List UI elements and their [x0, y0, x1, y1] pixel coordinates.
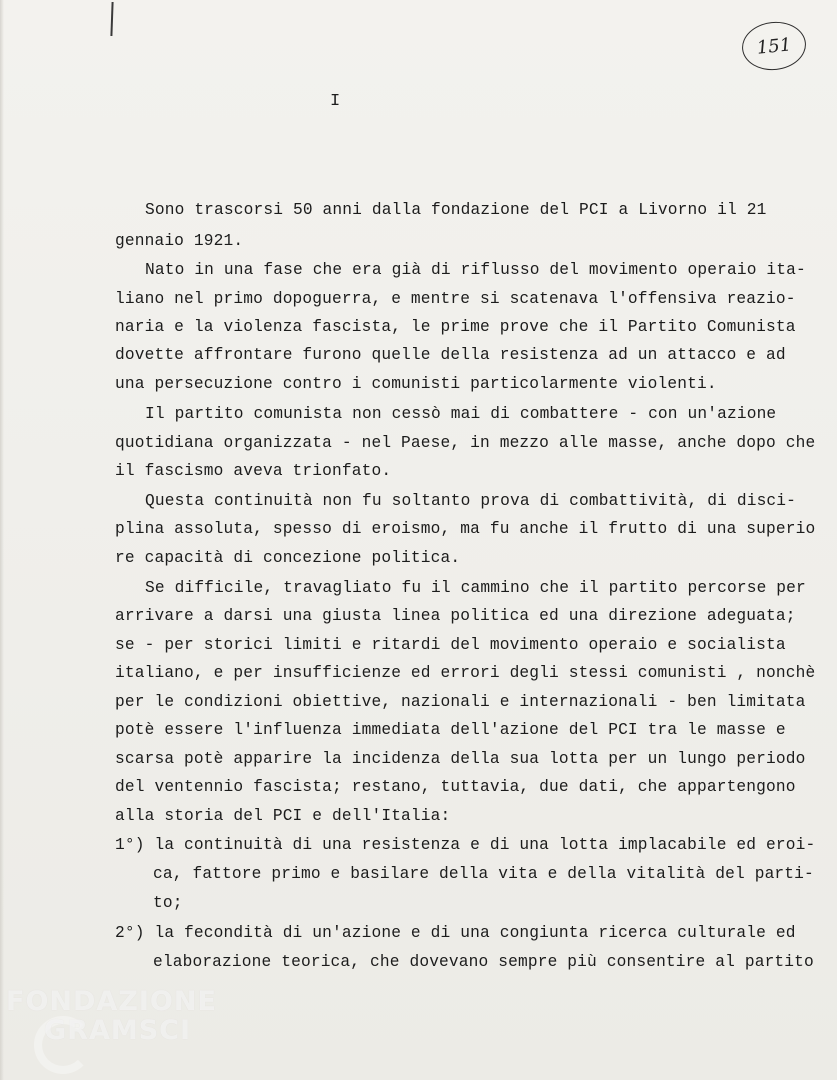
text-line: arrivare a darsi una giusta linea politica ed una direzione adeguata;: [115, 607, 796, 625]
folio-number-circled: [740, 19, 809, 73]
watermark-logo: [6, 988, 217, 1044]
text-line: ca, fattore primo e basilare della vita e della vitalità del parti-: [153, 865, 814, 883]
text-line: gennaio 1921.: [115, 232, 244, 250]
text-line: re capacità di concezione politica.: [115, 549, 461, 567]
text-line: potè essere l'influenza immediata dell'azione del PCI tra le masse e: [115, 721, 786, 739]
text-line: naria e la violenza fascista, le prime prove che il Partito Comunista: [115, 318, 796, 336]
list-item-1: 1°) la continuità di una resistenza e di una lotta implacabile ed eroi-: [115, 836, 816, 854]
text-line: Nato in una fase che era già di riflusso del movimento operaio ita-: [145, 261, 806, 279]
staple-mark: [110, 2, 113, 36]
text-line: liano nel primo dopoguerra, e mentre si scatenava l'offensiva reazio-: [115, 290, 796, 308]
text-line: elaborazione teorica, che dovevano sempre più consentire al partito: [153, 953, 814, 971]
text-line: alla storia del PCI e dell'Italia:: [115, 807, 451, 825]
watermark-line-2: GRAMSCI: [44, 1015, 192, 1046]
list-item-2: 2°) la fecondità di un'azione e di una congiunta ricerca culturale ed: [115, 924, 796, 942]
text-line: dovette affrontare furono quelle della resistenza ad un attacco e ad: [115, 346, 786, 364]
text-line: una persecuzione contro i comunisti particolarmente violenti.: [115, 375, 717, 393]
text-line: Questa continuità non fu soltanto prova di combattività, di disci-: [145, 492, 797, 510]
text-line: Sono trascorsi 50 anni dalla fondazione del PCI a Livorno il 21: [145, 201, 767, 219]
text-line: quotidiana organizzata - nel Paese, in mezzo alle masse, anche dopo che: [115, 434, 816, 452]
watermark-line-1: FONDAZIONE: [6, 986, 217, 1017]
text-line: il fascismo aveva trionfato.: [115, 462, 392, 480]
text-line: to;: [153, 894, 183, 912]
text-line: Se difficile, travagliato fu il cammino che il partito percorse per: [145, 579, 806, 597]
text-line: plina assoluta, spesso di eroismo, ma fu anche il frutto di una superio: [115, 520, 816, 538]
folio-number: 151: [755, 33, 793, 59]
text-line: italiano, e per insufficienze ed errori degli stessi comunisti , nonchè: [115, 664, 816, 682]
text-line: del ventennio fascista; restano, tuttavia, due dati, che appartengono: [115, 778, 796, 796]
chapter-numeral: I: [330, 92, 341, 111]
text-line: Il partito comunista non cessò mai di combattere - con un'azione: [145, 405, 777, 423]
text-line: per le condizioni obiettive, nazionali e internazionali - ben limitata: [115, 693, 806, 711]
text-line: scarsa potè apparire la incidenza della sua lotta per un lungo periodo: [115, 750, 806, 768]
text-line: se - per storici limiti e ritardi del movimento operaio e socialista: [115, 636, 786, 654]
